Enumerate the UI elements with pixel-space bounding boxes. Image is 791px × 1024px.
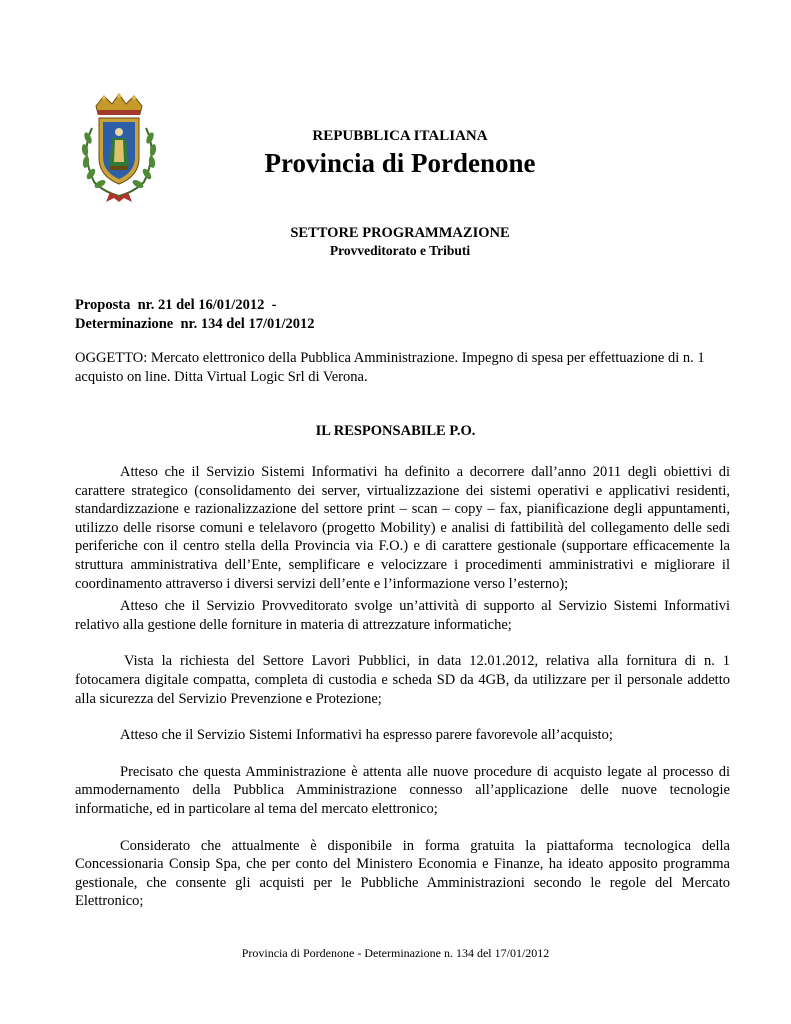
paragraph: Atteso che il Servizio Sistemi Informativi ha espresso parere favorevole all’acquisto; xyxy=(120,727,613,744)
sector-subtitle: Provveditorato e Tributi xyxy=(329,243,471,258)
subject-line: OGGETTO: Mercato elettronico della Pubblica Amministrazione. Impegno di spesa per effettuazione di n. 1 acquisto on line. Ditta Virtual Logic Srl di Verona. xyxy=(75,350,705,385)
document-body xyxy=(75,463,730,911)
sector-block xyxy=(220,224,580,260)
paragraph: Precisato che questa Amministrazione è attenta alle nuove procedure di acquisto legate al processo di ammodernamento della Pubblica Amministrazione connesso all’applicazione delle nuove tecnologie informatiche, ed in particolare al tema del mercato elettronico; xyxy=(75,763,730,817)
section-heading: IL RESPONSABILE P.O. xyxy=(315,423,476,439)
determination-reference: Determinazione nr. 134 del 17/01/2012 xyxy=(75,316,315,332)
province-title: Provincia di Pordenone xyxy=(264,148,536,178)
page-footer: Provincia di Pordenone - Determinazione n. 134 del 17/01/2012 xyxy=(241,946,550,960)
coat-of-arms-icon xyxy=(74,92,164,204)
sector-title: SETTORE PROGRAMMAZIONE xyxy=(290,225,510,241)
document-references xyxy=(75,296,315,334)
paragraph: Atteso che il Servizio Sistemi Informativi ha definito a decorrere dall’anno 2011 degli obiettivi di carattere strategico (consolidamento dei server, virtualizzazione dei sistemi operativi e applicativi residenti, standardizzazione e razionalizzazione del settore print – scan – copy – fax, pianificazione degli appuntamenti, utilizzo delle risorse comuni e telelavoro (progetto Mobility) e analisi di fattibilità del collegamento delle sedi periferiche con il centro stella della Provincia via F.O.) e di carattere gestionale (supportare efficacemente la struttura amministrativa dell’Ente, semplificare e velocizzare i procedimenti amministrativi e migliorare il coordinamento attraverso i diversi servizi dell’ente e l’informazione verso l’esterno); xyxy=(75,464,730,592)
paragraph: Atteso che il Servizio Provveditorato svolge un’attività di supporto al Servizio Sistemi Informativi relativo alla gestione delle forniture in materia di attrezzature informatiche; xyxy=(75,598,730,633)
republic-title: REPUBBLICA ITALIANA xyxy=(312,128,488,144)
letterhead xyxy=(240,126,560,180)
paragraph: Considerato che attualmente è disponibile in forma gratuita la piattaforma tecnologica della Concessionaria Consip Spa, che per conto del Ministero Economia e Finanze, ha ideato apposito programma gestionale, che consente gli acquisti per le Pubbliche Amministrazioni secondo le regole del Mercato Elettronico; xyxy=(75,837,730,910)
proposal-reference: Proposta nr. 21 del 16/01/2012 - xyxy=(75,297,277,313)
paragraph: Vista la richiesta del Settore Lavori Pubblici, in data 12.01.2012, relativa alla fornitura di n. 1 fotocamera digitale compatta, completa di custodia e scheda SD da 4GB, da utilizzare per il personale addetto alla sicurezza del Servizio Prevenzione e Protezione; xyxy=(75,653,730,707)
